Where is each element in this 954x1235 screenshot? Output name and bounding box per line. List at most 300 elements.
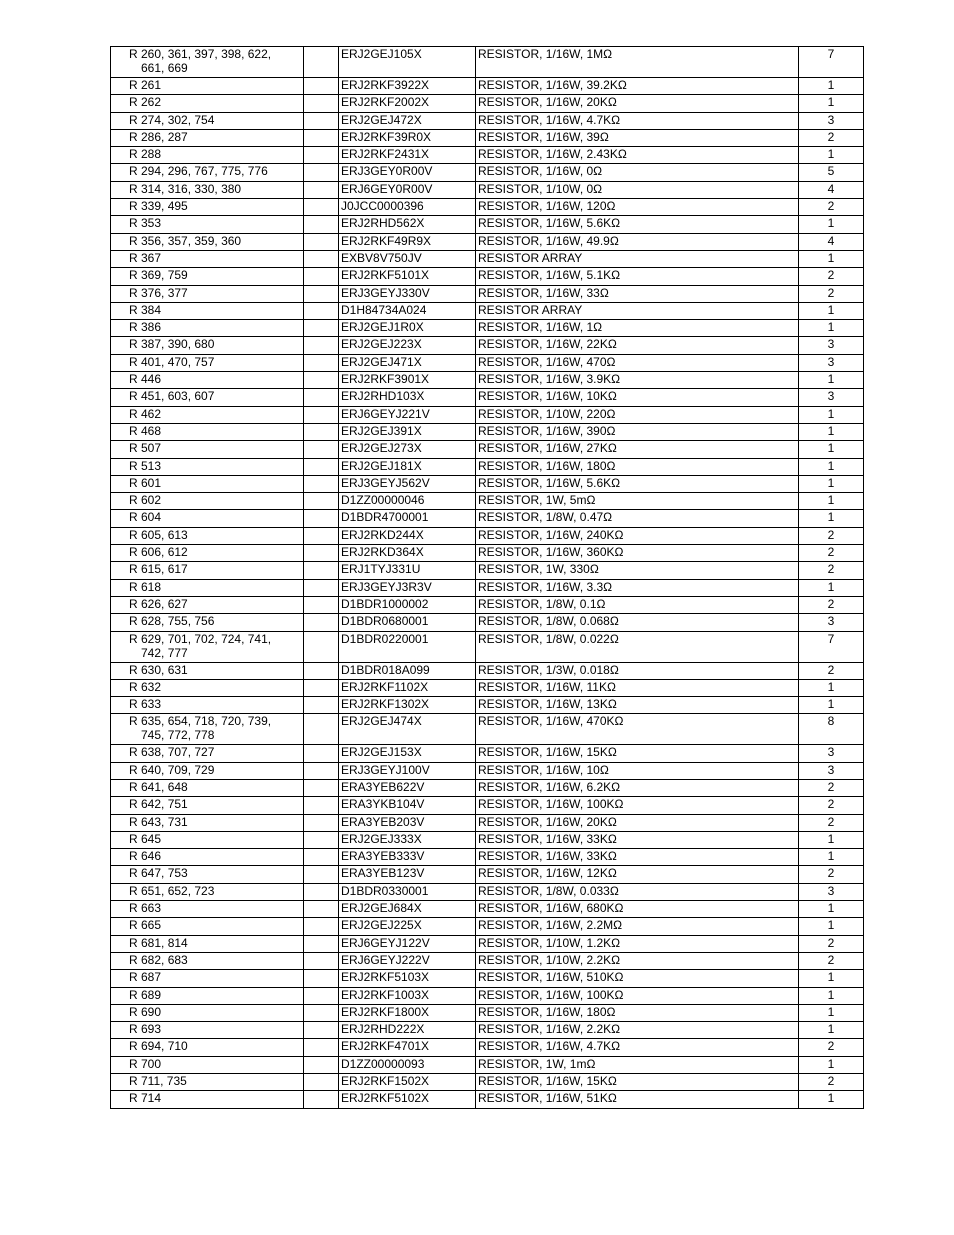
part-number-cell: ERJ2GEJ391X	[339, 423, 476, 440]
reference-cell	[111, 285, 304, 302]
part-number-cell: ERJ2RKF49R9X	[339, 233, 476, 250]
reference-designators: R 513	[129, 458, 162, 473]
part-number-cell: ERA3YEB203V	[339, 814, 476, 831]
reference-cell	[111, 545, 304, 562]
blank-cell	[304, 423, 339, 440]
blank-cell	[304, 762, 339, 779]
reference-cell	[111, 268, 304, 285]
part-number-cell: ERJ3GEY0R00V	[339, 164, 476, 181]
description-cell: RESISTOR, 1/16W, 2.43KΩ	[476, 147, 799, 164]
blank-cell	[304, 441, 339, 458]
reference-cell	[111, 831, 304, 848]
table-row	[111, 631, 864, 662]
blank-cell	[304, 216, 339, 233]
blank-cell	[304, 745, 339, 762]
reference-cell	[111, 952, 304, 969]
reference-designators: R 401, 470, 757	[129, 354, 215, 369]
table-row	[111, 596, 864, 613]
quantity-cell: 1	[799, 406, 864, 423]
part-number-cell: ERJ2GEJ273X	[339, 441, 476, 458]
table-row	[111, 389, 864, 406]
table-row	[111, 1039, 864, 1056]
reference-designators-continued: 661, 669	[141, 61, 188, 75]
quantity-cell: 1	[799, 1056, 864, 1073]
part-number-cell: ERJ2RHD562X	[339, 216, 476, 233]
part-number-cell: ERJ2GEJ153X	[339, 745, 476, 762]
quantity-cell: 1	[799, 849, 864, 866]
reference-designators: R 633	[129, 697, 162, 712]
reference-cell	[111, 849, 304, 866]
description-cell: RESISTOR, 1/8W, 0.022Ω	[476, 631, 799, 662]
table-row	[111, 78, 864, 95]
part-number-cell: ERJ2RKF1102X	[339, 679, 476, 696]
quantity-cell: 1	[799, 697, 864, 714]
quantity-cell: 2	[799, 527, 864, 544]
reference-designators: R 642, 751	[129, 797, 188, 812]
reference-cell	[111, 1004, 304, 1021]
part-number-cell: ERJ3GEYJ100V	[339, 762, 476, 779]
reference-cell	[111, 406, 304, 423]
part-number-cell: ERJ3GEYJ330V	[339, 285, 476, 302]
blank-cell	[304, 302, 339, 319]
part-number-cell: ERA3YEB333V	[339, 849, 476, 866]
blank-cell	[304, 250, 339, 267]
part-number-cell: ERJ2RKD244X	[339, 527, 476, 544]
table-row	[111, 1022, 864, 1039]
reference-cell	[111, 458, 304, 475]
reference-designators: R 507	[129, 441, 162, 456]
part-number-cell: D1BDR0680001	[339, 614, 476, 631]
part-number-cell: D1ZZ00000093	[339, 1056, 476, 1073]
reference-cell	[111, 199, 304, 216]
description-cell: RESISTOR, 1/16W, 20KΩ	[476, 95, 799, 112]
description-cell: RESISTOR, 1/16W, 11KΩ	[476, 679, 799, 696]
table-row	[111, 987, 864, 1004]
reference-designators: R 630, 631	[129, 662, 188, 677]
quantity-cell: 2	[799, 1039, 864, 1056]
part-number-cell: D1BDR0330001	[339, 883, 476, 900]
blank-cell	[304, 679, 339, 696]
part-number-cell: ERJ2GEJ225X	[339, 918, 476, 935]
quantity-cell: 4	[799, 181, 864, 198]
reference-designators: R 638, 707, 727	[129, 745, 215, 760]
blank-cell	[304, 614, 339, 631]
table-row	[111, 47, 864, 78]
reference-designators: R 451, 603, 607	[129, 389, 215, 404]
table-row	[111, 679, 864, 696]
reference-designators: R 294, 296, 767, 775, 776	[129, 164, 268, 179]
blank-cell	[304, 545, 339, 562]
blank-cell	[304, 814, 339, 831]
blank-cell	[304, 1074, 339, 1091]
quantity-cell: 2	[799, 952, 864, 969]
part-number-cell: ERJ2RKF2431X	[339, 147, 476, 164]
quantity-cell: 3	[799, 883, 864, 900]
blank-cell	[304, 1004, 339, 1021]
quantity-cell: 2	[799, 129, 864, 146]
blank-cell	[304, 662, 339, 679]
reference-cell	[111, 216, 304, 233]
blank-cell	[304, 389, 339, 406]
blank-cell	[304, 268, 339, 285]
reference-cell	[111, 883, 304, 900]
table-row	[111, 250, 864, 267]
description-cell: RESISTOR, 1/16W, 12KΩ	[476, 866, 799, 883]
table-row	[111, 1074, 864, 1091]
quantity-cell: 2	[799, 866, 864, 883]
reference-designators: R 339, 495	[129, 199, 188, 214]
quantity-cell: 4	[799, 233, 864, 250]
table-row	[111, 935, 864, 952]
blank-cell	[304, 779, 339, 796]
reference-cell	[111, 1039, 304, 1056]
reference-cell	[111, 47, 304, 78]
reference-cell	[111, 112, 304, 129]
description-cell: RESISTOR, 1/10W, 220Ω	[476, 406, 799, 423]
blank-cell	[304, 935, 339, 952]
quantity-cell: 1	[799, 372, 864, 389]
blank-cell	[304, 1056, 339, 1073]
reference-designators: R 274, 302, 754	[129, 112, 215, 127]
reference-designators-continued: 742, 777	[141, 645, 188, 660]
reference-cell	[111, 129, 304, 146]
quantity-cell: 1	[799, 493, 864, 510]
table-row	[111, 849, 864, 866]
description-cell: RESISTOR, 1/10W, 2.2KΩ	[476, 952, 799, 969]
reference-cell	[111, 614, 304, 631]
reference-designators: R 646	[129, 849, 162, 864]
description-cell: RESISTOR, 1/16W, 39.2KΩ	[476, 78, 799, 95]
quantity-cell: 2	[799, 596, 864, 613]
part-number-cell: ERJ2GEJ181X	[339, 458, 476, 475]
description-cell: RESISTOR, 1/16W, 3.3Ω	[476, 579, 799, 596]
table-row	[111, 302, 864, 319]
reference-cell	[111, 510, 304, 527]
table-row	[111, 527, 864, 544]
part-number-cell: ERJ6GEYJ122V	[339, 935, 476, 952]
part-number-cell: ERJ2GEJ684X	[339, 901, 476, 918]
reference-designators: R 288	[129, 147, 162, 162]
table-row	[111, 814, 864, 831]
table-row	[111, 164, 864, 181]
reference-designators: R 651, 652, 723	[129, 883, 215, 898]
blank-cell	[304, 527, 339, 544]
blank-cell	[304, 901, 339, 918]
description-cell: RESISTOR ARRAY	[476, 250, 799, 267]
table-row	[111, 901, 864, 918]
reference-cell	[111, 337, 304, 354]
quantity-cell: 1	[799, 510, 864, 527]
table-row	[111, 1091, 864, 1108]
description-cell: RESISTOR, 1/16W, 100KΩ	[476, 797, 799, 814]
table-row	[111, 562, 864, 579]
description-cell: RESISTOR, 1/16W, 120Ω	[476, 199, 799, 216]
description-cell: RESISTOR, 1/16W, 180Ω	[476, 458, 799, 475]
description-cell: RESISTOR, 1/16W, 5.6KΩ	[476, 216, 799, 233]
quantity-cell: 1	[799, 579, 864, 596]
description-cell: RESISTOR, 1/3W, 0.018Ω	[476, 662, 799, 679]
reference-designators: R 601	[129, 475, 162, 490]
reference-designators: R 605, 613	[129, 527, 188, 542]
reference-designators: R 690	[129, 1004, 162, 1019]
reference-designators: R 647, 753	[129, 866, 188, 881]
blank-cell	[304, 987, 339, 1004]
description-cell: RESISTOR, 1/8W, 0.47Ω	[476, 510, 799, 527]
parts-list-table	[110, 46, 864, 1109]
blank-cell	[304, 714, 339, 745]
reference-cell	[111, 302, 304, 319]
blank-cell	[304, 579, 339, 596]
description-cell: RESISTOR, 1/16W, 51KΩ	[476, 1091, 799, 1108]
quantity-cell: 1	[799, 458, 864, 475]
quantity-cell: 1	[799, 901, 864, 918]
description-cell: RESISTOR, 1/16W, 13KΩ	[476, 697, 799, 714]
blank-cell	[304, 475, 339, 492]
description-cell: RESISTOR, 1/16W, 470Ω	[476, 354, 799, 371]
reference-designators-continued: 745, 772, 778	[141, 728, 215, 743]
reference-designators: R 689	[129, 987, 162, 1002]
description-cell: RESISTOR, 1/16W, 4.7KΩ	[476, 1039, 799, 1056]
part-number-cell: D1ZZ00000046	[339, 493, 476, 510]
quantity-cell: 1	[799, 1004, 864, 1021]
reference-cell	[111, 745, 304, 762]
table-row	[111, 475, 864, 492]
part-number-cell: ERJ2RKF1800X	[339, 1004, 476, 1021]
blank-cell	[304, 164, 339, 181]
part-number-cell: ERJ2GEJ333X	[339, 831, 476, 848]
reference-designators: R 626, 627	[129, 596, 188, 611]
quantity-cell: 7	[799, 47, 864, 78]
blank-cell	[304, 510, 339, 527]
description-cell: RESISTOR, 1/16W, 470KΩ	[476, 714, 799, 745]
quantity-cell: 1	[799, 475, 864, 492]
part-number-cell: D1BDR4700001	[339, 510, 476, 527]
reference-cell	[111, 579, 304, 596]
quantity-cell: 2	[799, 545, 864, 562]
description-cell: RESISTOR, 1/16W, 6.2KΩ	[476, 779, 799, 796]
table-row	[111, 354, 864, 371]
reference-designators: R 602	[129, 493, 162, 508]
quantity-cell: 1	[799, 95, 864, 112]
reference-cell	[111, 78, 304, 95]
quantity-cell: 3	[799, 337, 864, 354]
part-number-cell: ERJ2GEJ223X	[339, 337, 476, 354]
part-number-cell: ERJ2RKD364X	[339, 545, 476, 562]
blank-cell	[304, 406, 339, 423]
blank-cell	[304, 883, 339, 900]
reference-cell	[111, 181, 304, 198]
reference-cell	[111, 389, 304, 406]
quantity-cell: 2	[799, 285, 864, 302]
part-number-cell: ERJ2RKF4701X	[339, 1039, 476, 1056]
table-row	[111, 970, 864, 987]
blank-cell	[304, 831, 339, 848]
quantity-cell: 1	[799, 216, 864, 233]
reference-designators: R 693	[129, 1022, 162, 1037]
reference-designators: R 628, 755, 756	[129, 614, 215, 629]
reference-designators: R 356, 357, 359, 360	[129, 233, 242, 248]
reference-designators: R 468	[129, 423, 162, 438]
reference-cell	[111, 562, 304, 579]
part-number-cell: ERJ2GEJ474X	[339, 714, 476, 745]
description-cell: RESISTOR, 1/16W, 22KΩ	[476, 337, 799, 354]
description-cell: RESISTOR, 1/8W, 0.1Ω	[476, 596, 799, 613]
part-number-cell: EXBV8V750JV	[339, 250, 476, 267]
table-row	[111, 510, 864, 527]
reference-designators: R 711, 735	[129, 1074, 187, 1089]
part-number-cell: ERJ2RKF5101X	[339, 268, 476, 285]
reference-cell	[111, 970, 304, 987]
part-number-cell: ERJ2RKF1003X	[339, 987, 476, 1004]
reference-cell	[111, 662, 304, 679]
part-number-cell: D1BDR1000002	[339, 596, 476, 613]
table-row	[111, 406, 864, 423]
reference-designators: R 606, 612	[129, 545, 188, 560]
table-row	[111, 797, 864, 814]
table-row	[111, 952, 864, 969]
reference-designators: R 286, 287	[129, 129, 188, 144]
table-row	[111, 918, 864, 935]
blank-cell	[304, 95, 339, 112]
reference-designators: R 632	[129, 679, 162, 694]
table-row	[111, 1004, 864, 1021]
description-cell: RESISTOR, 1/16W, 360KΩ	[476, 545, 799, 562]
reference-cell	[111, 423, 304, 440]
description-cell: RESISTOR, 1W, 1mΩ	[476, 1056, 799, 1073]
reference-cell	[111, 697, 304, 714]
reference-designators: R 645	[129, 831, 162, 846]
blank-cell	[304, 797, 339, 814]
quantity-cell: 2	[799, 662, 864, 679]
table-row	[111, 95, 864, 112]
blank-cell	[304, 970, 339, 987]
description-cell: RESISTOR, 1/8W, 0.033Ω	[476, 883, 799, 900]
quantity-cell: 3	[799, 112, 864, 129]
table-row	[111, 831, 864, 848]
reference-designators: R 629, 701, 702, 724, 741,	[129, 631, 272, 646]
table-row	[111, 285, 864, 302]
blank-cell	[304, 493, 339, 510]
reference-cell	[111, 762, 304, 779]
quantity-cell: 2	[799, 779, 864, 796]
blank-cell	[304, 181, 339, 198]
blank-cell	[304, 372, 339, 389]
reference-designators: R 694, 710	[129, 1039, 188, 1054]
reference-designators: R 714	[129, 1091, 162, 1106]
description-cell: RESISTOR, 1/16W, 49.9Ω	[476, 233, 799, 250]
part-number-cell: ERJ2RKF3922X	[339, 78, 476, 95]
quantity-cell: 2	[799, 797, 864, 814]
blank-cell	[304, 129, 339, 146]
part-number-cell: J0JCC0000396	[339, 199, 476, 216]
quantity-cell: 2	[799, 268, 864, 285]
quantity-cell: 2	[799, 1074, 864, 1091]
table-row	[111, 458, 864, 475]
reference-designators: R 604	[129, 510, 162, 525]
quantity-cell: 7	[799, 631, 864, 662]
table-row	[111, 779, 864, 796]
description-cell: RESISTOR, 1/16W, 100KΩ	[476, 987, 799, 1004]
part-number-cell: ERJ3GEYJ562V	[339, 475, 476, 492]
reference-designators: R 618	[129, 579, 162, 594]
blank-cell	[304, 199, 339, 216]
description-cell: RESISTOR, 1/16W, 5.6KΩ	[476, 475, 799, 492]
reference-cell	[111, 866, 304, 883]
reference-designators: R 384	[129, 302, 162, 317]
reference-designators: R 635, 654, 718, 720, 739,	[129, 714, 272, 729]
blank-cell	[304, 1022, 339, 1039]
reference-designators: R 681, 814	[129, 935, 188, 950]
reference-cell	[111, 1022, 304, 1039]
table-row	[111, 883, 864, 900]
table-row	[111, 493, 864, 510]
description-cell: RESISTOR, 1/16W, 680KΩ	[476, 901, 799, 918]
reference-cell	[111, 596, 304, 613]
description-cell: RESISTOR, 1W, 330Ω	[476, 562, 799, 579]
description-cell: RESISTOR, 1/16W, 39Ω	[476, 129, 799, 146]
reference-cell	[111, 797, 304, 814]
quantity-cell: 1	[799, 250, 864, 267]
blank-cell	[304, 562, 339, 579]
table-row	[111, 181, 864, 198]
blank-cell	[304, 285, 339, 302]
reference-cell	[111, 441, 304, 458]
description-cell: RESISTOR, 1W, 5mΩ	[476, 493, 799, 510]
blank-cell	[304, 918, 339, 935]
reference-cell	[111, 679, 304, 696]
part-number-cell: ERJ6GEYJ221V	[339, 406, 476, 423]
table-row	[111, 147, 864, 164]
blank-cell	[304, 849, 339, 866]
description-cell: RESISTOR, 1/16W, 27KΩ	[476, 441, 799, 458]
quantity-cell: 1	[799, 423, 864, 440]
quantity-cell: 1	[799, 679, 864, 696]
part-number-cell: ERJ2RHD103X	[339, 389, 476, 406]
blank-cell	[304, 233, 339, 250]
description-cell: RESISTOR, 1/16W, 33KΩ	[476, 849, 799, 866]
reference-cell	[111, 918, 304, 935]
reference-cell	[111, 779, 304, 796]
reference-cell	[111, 164, 304, 181]
reference-designators: R 386	[129, 320, 162, 335]
description-cell: RESISTOR, 1/10W, 0Ω	[476, 181, 799, 198]
part-number-cell: ERJ1TYJ331U	[339, 562, 476, 579]
part-number-cell: ERJ6GEYJ222V	[339, 952, 476, 969]
blank-cell	[304, 1039, 339, 1056]
blank-cell	[304, 78, 339, 95]
reference-designators: R 260, 361, 397, 398, 622,	[129, 47, 272, 61]
table-row	[111, 199, 864, 216]
quantity-cell: 1	[799, 147, 864, 164]
description-cell: RESISTOR, 1/16W, 33KΩ	[476, 831, 799, 848]
table-row	[111, 372, 864, 389]
reference-designators: R 663	[129, 901, 162, 916]
blank-cell	[304, 458, 339, 475]
quantity-cell: 1	[799, 1022, 864, 1039]
description-cell: RESISTOR, 1/16W, 1Ω	[476, 320, 799, 337]
part-number-cell: ERJ3GEYJ3R3V	[339, 579, 476, 596]
quantity-cell: 2	[799, 935, 864, 952]
reference-designators: R 700	[129, 1056, 162, 1071]
table-row	[111, 129, 864, 146]
blank-cell	[304, 952, 339, 969]
reference-cell	[111, 901, 304, 918]
description-cell: RESISTOR, 1/16W, 10Ω	[476, 762, 799, 779]
table-row	[111, 423, 864, 440]
table-row	[111, 112, 864, 129]
quantity-cell: 2	[799, 199, 864, 216]
blank-cell	[304, 631, 339, 662]
